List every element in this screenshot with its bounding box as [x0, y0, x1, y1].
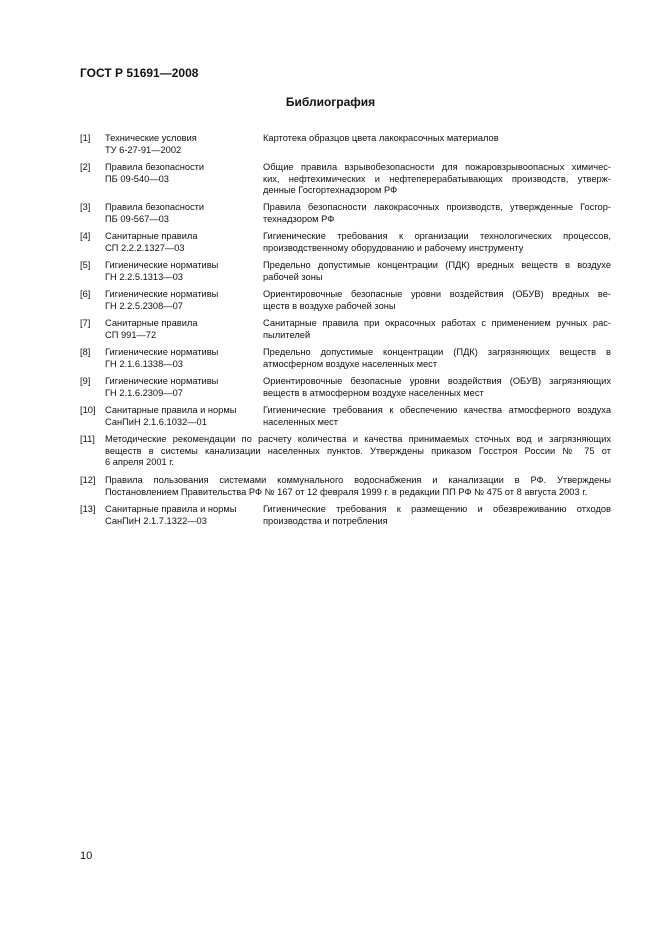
document-id: ГОСТ Р 51691—2008	[80, 66, 199, 80]
description-line: атмосферном воздухе населенных мест	[263, 358, 438, 369]
description-line: Гигиенические требования к обеспечению качества атмосферного воздуха	[263, 405, 611, 415]
entry-number: [4]	[80, 231, 91, 241]
entry-number: [10]	[80, 405, 96, 415]
page-number: 10	[80, 850, 93, 862]
entry-number: [7]	[80, 318, 91, 328]
text-line: веществ в системы канализации населенных пунктов. Утверждены приказом Госстроя России № 75 от	[105, 445, 611, 456]
description-line: технадзором РФ	[263, 213, 335, 224]
description-line: населенных мест	[263, 416, 339, 427]
description-line: Правила безопасности лакокрасочных производств, утвержденные Госгор-	[263, 202, 611, 212]
entry-description	[263, 260, 611, 283]
description-line: денные Госгортехнадзором РФ	[263, 185, 398, 195]
source-line: ГН 2.1.6.1338—03	[105, 358, 183, 369]
description-line: Санитарные правила при окрасочных работах с применением ручных рас-	[263, 318, 611, 328]
source-line: ГН 2.2.5.2308—07	[105, 300, 183, 311]
entry-number: [6]	[80, 289, 91, 299]
entry-source	[105, 504, 275, 527]
source-line: Санитарные правила и нормы	[105, 504, 237, 514]
source-line: Санитарные правила и нормы	[105, 405, 237, 415]
entry-number: [5]	[80, 260, 91, 270]
entry-text	[105, 434, 611, 469]
source-line: ГН 2.2.5.1313—03	[105, 271, 183, 282]
entry-source	[105, 231, 275, 254]
entry-source	[105, 347, 275, 370]
source-line: Гигиенические нормативы	[105, 260, 219, 270]
source-line: ГН 2.1.6.2309—07	[105, 387, 183, 398]
text-line: 6 апреля 2001 г.	[105, 457, 175, 467]
description-line: рабочей зоны	[263, 271, 323, 282]
entry-number: [3]	[80, 202, 91, 212]
entry-number: [2]	[80, 162, 91, 172]
page-title: Библиография	[285, 95, 376, 109]
description-line: Ориентировочные безопасные уровни воздействия (ОБУВ) загрязняющих	[263, 376, 611, 386]
description-line: Ориентировочные безопасные уровни воздействия (ОБУВ) вредных ве-	[263, 289, 611, 299]
entry-number: [13]	[80, 504, 96, 514]
description-line: Гигиенические требования к размещению и обезвреживанию отходов	[263, 504, 611, 514]
entry-description	[263, 376, 611, 399]
entry-number: [1]	[80, 133, 91, 143]
description-line: Предельно допустимые концентрации (ПДК) загрязняющих веществ в	[263, 347, 611, 357]
source-line: ПБ 09-540—03	[105, 173, 169, 184]
source-line: Правила безопасности	[105, 202, 205, 212]
entry-number: [12]	[80, 475, 96, 485]
source-line: Санитарные правила	[105, 318, 198, 328]
entry-source	[105, 202, 275, 225]
description-line: веществ в атмосферном воздухе населенных мест	[263, 387, 484, 398]
source-line: Санитарные правила	[105, 231, 198, 241]
description-line: производства и потребления	[263, 515, 388, 526]
entry-number: [11]	[80, 434, 95, 444]
source-line: СанПиН 2.1.6.1032—01	[105, 416, 207, 427]
entry-source	[105, 260, 275, 283]
entry-source	[105, 318, 275, 341]
source-line: ТУ 6-27-91—2002	[105, 144, 182, 155]
entry-source	[105, 162, 275, 185]
text-line: Правила пользования системами коммунального водоснабжения и канализации в РФ. Утверждены	[105, 475, 611, 485]
entry-description	[263, 162, 611, 197]
source-line: Гигиенические нормативы	[105, 347, 219, 357]
source-line: Правила безопасности	[105, 162, 205, 172]
entry-number: [9]	[80, 376, 91, 386]
entry-description	[263, 133, 611, 145]
entry-description	[263, 318, 611, 341]
description-line: Гигиенические требования к организации технологических процессов,	[263, 231, 611, 241]
entry-description	[263, 231, 611, 254]
source-line: Гигиенические нормативы	[105, 289, 219, 299]
entry-source	[105, 376, 275, 399]
text-line: Методические рекомендации по расчету количества и качества принимаемых сточных вод и загрязняющих	[105, 434, 611, 444]
description-line: пылителей	[263, 329, 311, 340]
description-line: Картотека образцов цвета лакокрасочных материалов	[263, 133, 499, 143]
entry-description	[263, 347, 611, 370]
entry-source	[105, 133, 275, 156]
entry-description	[263, 504, 611, 527]
entry-number: [8]	[80, 347, 91, 357]
description-line: Общие правила взрывобезопасности для пожаровзрывоопасных химичес-	[263, 162, 611, 172]
source-line: Технические условия	[105, 133, 197, 143]
entry-source	[105, 405, 275, 428]
description-line: производственному оборудованию и рабочему инструменту	[263, 242, 524, 253]
entry-description	[263, 202, 611, 225]
entry-description	[263, 289, 611, 312]
entry-description	[263, 405, 611, 428]
source-line: Гигиенические нормативы	[105, 376, 219, 386]
entry-text	[105, 475, 611, 498]
description-line: Предельно допустимые концентрации (ПДК) вредных веществ в воздухе	[263, 260, 611, 270]
text-line: Постановлением Правительства РФ № 167 от 12 февраля 1999 г. в редакции ПП РФ № 475 от 8 августа 2003 г.	[105, 486, 588, 497]
source-line: СП 2.2.2.1327—03	[105, 242, 185, 253]
source-line: ПБ 09-567—03	[105, 213, 169, 224]
description-line: ких, нефтехимических и нефтеперерабатывающих производств, утверж-	[263, 173, 611, 184]
source-line: СП 991—72	[105, 329, 157, 340]
description-line: ществ в воздухе рабочей зоны	[263, 300, 396, 311]
entry-source	[105, 289, 275, 312]
source-line: СанПиН 2.1.7.1322—03	[105, 515, 207, 526]
